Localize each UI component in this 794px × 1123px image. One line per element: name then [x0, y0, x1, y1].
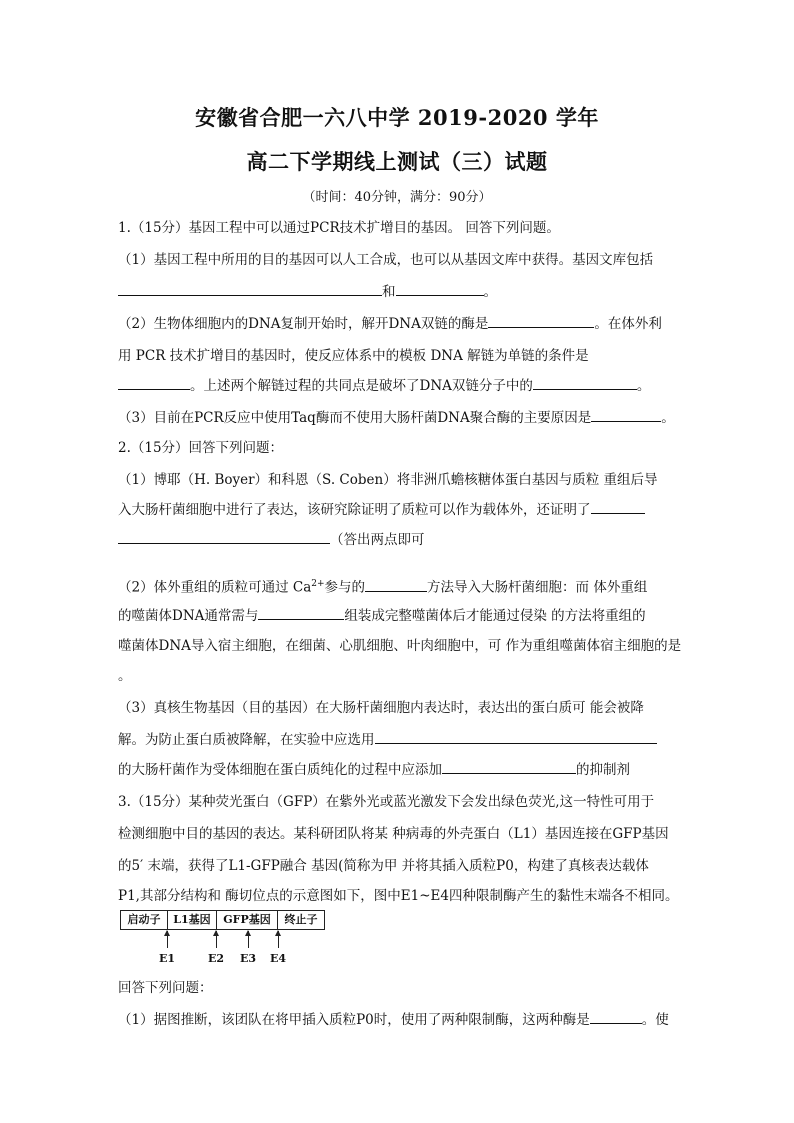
answer-blank[interactable] [591, 498, 645, 514]
plasmid-structure-diagram [120, 910, 325, 970]
document-subtitle-title: 高二下学期线上测试（三）试题 [246, 149, 548, 174]
answer-blank[interactable] [118, 280, 382, 296]
q1-part2-line3: 。上述两个解链过程的共同点是破坏了DNA双链分子中的 。 [118, 370, 680, 402]
q1-part1-line2: 和 。 [118, 276, 680, 308]
answer-blank[interactable] [258, 604, 344, 620]
q3-answer-prompt: 回答下列问题： [118, 980, 213, 996]
q3-line4: P1,其部分结构和 酶切位点的示意图如下，图中E1~E4四种限制酶产生的黏性末端各不相同。 [118, 888, 679, 904]
terminator-box: 终止子 [277, 910, 325, 930]
e2-label: E2 [207, 952, 225, 965]
document-title: 安徽省合肥一六八中学 2019-2020 学年 [195, 105, 599, 130]
q2-part2-line1: （2）体外重组的质粒可通过 $Ca^{2+}$参与的 方法导入大肠杆菌细胞：而 体外重组 [118, 568, 680, 604]
q2-part3-line3: 的大肠杆菌作为受体细胞在蛋白质纯化的过程中应添加 的抑制剂 [118, 754, 680, 786]
q2-part1-line2: 入大肠杆菌细胞中进行了表达，该研究除证明了质粒可以作为载体外，还证明了 [118, 494, 680, 526]
q2-part1-line3: （答出两点即可 [118, 524, 680, 556]
answer-blank[interactable] [442, 758, 576, 774]
q2-intro: 2.（15分）回答下列问题： [118, 440, 284, 456]
q3-intro: 3.（15分）某种荧光蛋白（GFP）在紫外光或蓝光激发下会发出绿色荧光,这一特性可用于 [118, 794, 655, 810]
e1-label: E1 [158, 952, 176, 965]
q3-line3: 的5′ 末端，获得了L1-GFP融合 基因(简称为甲 并将其插入质粒P0，构建了真核表达载体 [118, 858, 649, 874]
e4-arrow-icon [278, 931, 279, 948]
q2-part3-line1: （3）真核生物基因（目的基因）在大肠杆菌细胞内表达时，表达出的蛋白质可 能会被降 [118, 700, 644, 716]
e2-arrow-icon [216, 931, 217, 948]
q1-part2-line2: 用 PCR 技术扩增目的基因时，使反应体系中的模板 DNA 解链为单链的条件是 [118, 348, 589, 364]
q2-part1-line1: （1）博耶（H. Boyer）和科恩（S. Coben）将非洲爪蟾核糖体蛋白基因与质粒 重组后导 [118, 472, 658, 488]
e3-label: E3 [239, 952, 257, 965]
answer-blank[interactable] [396, 280, 484, 296]
e4-label: E4 [269, 952, 287, 965]
q2-part2-line3: 噬菌体DNA导入宿主细胞，在细菌、心肌细胞、叶肉细胞中，可 作为重组噬菌体宿主细胞的是 [118, 638, 682, 654]
e3-arrow-icon [248, 931, 249, 948]
time-score-note: （时间：40分钟，满分：90分） [302, 190, 492, 205]
q2-part3-line2: 解。为防止蛋白质被降解，在实验中应选用 [118, 724, 680, 756]
q1-part3: （3）目前在PCR反应中使用Taq酶而不使用大肠杆菌DNA聚合酶的主要原因是 。 [118, 402, 680, 434]
q1-intro: 1.（15分）基因工程中可以通过PCR技术扩增目的基因。 回答下列问题。 [118, 220, 560, 236]
q1-part1-line1: （1）基因工程中所用的目的基因可以人工合成，也可以从基因文库中获得。基因文库包括 [118, 252, 654, 268]
q2-part2-line4: 。 [118, 668, 132, 684]
l1-gene-box: L1基因 [167, 910, 217, 930]
answer-blank[interactable] [118, 374, 190, 390]
answer-blank[interactable] [118, 528, 330, 544]
answer-blank[interactable] [591, 406, 661, 422]
gfp-gene-box: GFP基因 [216, 910, 278, 930]
e1-arrow-icon [167, 931, 168, 948]
q1-part2-line1: （2）生物体细胞内的DNA复制开始时，解开DNA双链的酶是 。在体外利 [118, 308, 680, 340]
answer-blank[interactable] [365, 576, 427, 592]
answer-blank[interactable] [488, 312, 594, 328]
promoter-box: 启动子 [120, 910, 168, 930]
q2-part2-line2: 的噬菌体DNA通常需与 组装成完整噬菌体后才能通过侵染 的方法将重组的 [118, 600, 680, 632]
answer-blank[interactable] [533, 374, 637, 390]
q3-line2: 检测细胞中目的基因的表达。某科研团队将某 种病毒的外壳蛋白（L1）基因连接在GFP基因 [118, 826, 669, 842]
answer-blank[interactable] [590, 1008, 642, 1024]
q3-part1: （1）据图推断，该团队在将甲插入质粒P0时，使用了两种限制酶，这两种酶是 。使 [118, 1004, 680, 1036]
answer-blank[interactable] [375, 728, 657, 744]
